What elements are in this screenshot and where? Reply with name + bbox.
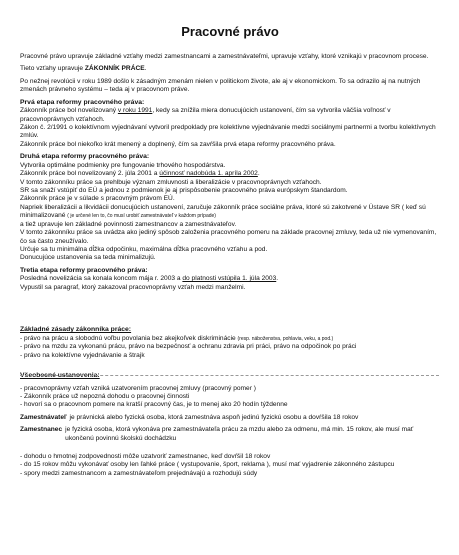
stage2-line-6-a: Napriek liberalizácii a likvidácii donucujúcich ustanovení, zaručuje zákonník práce sociálne práva, ktoré sú zakotvené v Ústave SR ( keď sú minimalizované: [20, 203, 426, 220]
stage3-line-2: Vypustil sa paragraf, ktorý zakazoval pracovnoprávny vzťah medzi manželmi.: [20, 283, 246, 291]
stage1-year: v roku 1991: [117, 107, 153, 115]
stage2-line-6-note: ( je určené len to, čo musí urobiť zamestnávateľ v každom prípade): [67, 213, 216, 220]
stage2-effective-date: účinnosť nadobúda 1. apríla 2002: [159, 170, 258, 178]
stage3-line-1: [20, 275, 440, 283]
stage1-line-1: [20, 107, 440, 124]
stage3-validity-date: do platnosti vstúpila 1. júla 2003: [182, 275, 277, 283]
stage2-line-10: Donucujúce ustanovenia sa teda minimalizujú.: [20, 254, 156, 262]
intro-law-end: .: [144, 65, 147, 73]
principles-heading: Základné zásady zákonníka práce:: [20, 326, 132, 334]
general-item-1: - pracovnoprávny vzťah vzniká uzatvorením pracovnej zmluvy (pracovný pomer ): [20, 384, 256, 392]
stage1-line-3: Zákonník práce bol niekoľko krát menený a doplnený, čím sa zavŕšila prvá etapa reformy pracovného práva.: [20, 140, 336, 148]
stage2-line-9: Určuje sa tu minimálna dĺžka odpočinku, maximálna dĺžka pracovného vzťahu a pod.: [20, 245, 268, 253]
stage2-line-2-c: .: [257, 170, 260, 178]
stage2-line-4: SR sa snaží vstúpiť do EÚ a jednou z podmienok je aj prispôsobenie pracovného práva európskym štandardom.: [20, 187, 348, 195]
employer-definition: [20, 414, 440, 422]
employee-text: je fyzická osoba, ktorá vykonáva pre zamestnávateľa prácu za mzdu alebo za odmenu, má min. 15 rokov, ale musí mať ukončenú povinnú školskú dochádzku: [65, 426, 414, 442]
stage1-line-1-c: , kedy sa znížila miera donucujúcich ustanovení, čím sa vytvorila väčšia voľnosť v pracovnoprávnych vzťahoch.: [20, 107, 391, 123]
intro-paragraph: Pracovné právo upravuje základné vzťahy medzi zamestnancami a zamestnávateľmi, upravuje vzťahy, ktoré vznikajú v pracovnom procese.: [20, 53, 429, 60]
stage3-line-1-c: .: [276, 275, 279, 283]
principle-item-1-text: - právo na prácu a slobodnú voľbu povolania bez akejkoľvek diskriminácie: [20, 334, 238, 342]
intro-history-paragraph: Po nežnej revolúcii v roku 1989 došlo k zásadným zmenám nielen v politickom živote, ale aj v ekonomickom. To sa odrazilo aj na nutných zmenách právneho systému – teda aj v pracovnom práve.: [20, 77, 421, 94]
stage2-line-3: V tomto zákonníku práce sa prehlbuje význam zmluvnosti a liberalizácie v pracovnoprávnych vzťahoch.: [20, 178, 322, 186]
stage2-line-2: [20, 170, 440, 178]
employee-label: Zamestnanec: [20, 426, 63, 434]
stage1-heading: Prvá etapa reformy pracovného práva:: [20, 98, 145, 106]
stage3-heading: Tretia etapa reformy pracovného práva:: [20, 266, 148, 274]
general-heading: Všeobecné ustanovenia:: [20, 371, 100, 379]
stage2-line-2-a: Zákonník práce bol novelizovaný 2. júla 2001 a: [20, 170, 160, 178]
general-item-2: - Zákonník práce už nepozná dohodu o pracovnej činnosti: [20, 392, 190, 400]
stage2-line-7: a tiež upravuje len základné povinnosti zamestnancov a zamestnávateľov.: [20, 220, 237, 228]
employer-text: je právnická alebo fyzická osoba, ktorá zamestnáva aspoň jedinú fyzickú osobu a dovŕšila 18 rokov: [69, 413, 359, 421]
general-item-4: - dohodu o hmotnej zodpovednosti môže uzatvoriť zamestnanec, keď dovŕšil 18 rokov: [20, 452, 271, 460]
employee-definition: [20, 426, 440, 443]
intro-law-text: Tieto vzťahy upravuje: [20, 65, 85, 73]
intro-law-line: [20, 65, 440, 73]
stage3-line-1-a: Posledná novelizácia sa konala koncom mája r. 2003 a: [20, 275, 183, 283]
stage2-line-5: Zákonník práce je v súlade s pracovným právom EÚ.: [20, 195, 175, 203]
stage2-line-1: Vytvorila optimálne podmienky pre fungovanie trhového hospodárstva.: [20, 161, 226, 169]
general-item-3: - hovorí sa o pracovnom pomere na kratší pracovný čas, je to menej ako 20 hodín týždenne: [20, 401, 288, 409]
page-title: Pracovné právo: [181, 24, 279, 39]
general-item-6: - spory medzi zamestnancom a zamestnávateľom prejednávajú a rozhodujú súdy: [20, 469, 258, 477]
principle-item-3: - právo na kolektívne vyjednávanie a štrajk: [20, 351, 145, 359]
principle-item-1-note: (resp. náboženstva, pohlavia, veku, a pod.): [237, 335, 334, 342]
stage2-line-8: V tomto zákonníku práce sa uvádza ako jediný spôsob založenia pracovného pomeru na základe pracovnej zmluvy, teda už nie vymenovaním, čo sa často zneužívalo.: [20, 229, 437, 245]
stage2-heading: Druhá etapa reformy pracovného práva:: [20, 153, 150, 161]
general-item-5: - do 15 rokov môžu vykonávať osoby len ľahké práce ( vystupovanie, šport, reklama ), musí mať vyjadrenie zákonného zástupcu: [20, 461, 395, 469]
principle-item-1: [20, 335, 440, 343]
intro-law-name: ZÁKONNÍK PRÁCE: [84, 65, 145, 73]
document-page: [20, 0, 440, 478]
page-break-divider: [20, 375, 439, 376]
stage2-line-6: [20, 204, 440, 221]
stage1-line-2: Zákon č. 2/1991 o kolektívnom vyjednávaní vytvoril predpoklady pre kolektívne vyjednávanie medzi sociálnymi partnermi a tvorbu kolektívnych zmlúv.: [20, 124, 436, 140]
employer-label: Zamestnávateľ: [20, 413, 67, 421]
stage1-line-1-a: Zákonník práce bol novelizovaný: [20, 107, 118, 115]
principle-item-2: - právo na mzdu za vykonanú prácu, právo na bezpečnosť a ochranu zdravia pri práci, právo na odpočinok po práci: [20, 343, 357, 351]
